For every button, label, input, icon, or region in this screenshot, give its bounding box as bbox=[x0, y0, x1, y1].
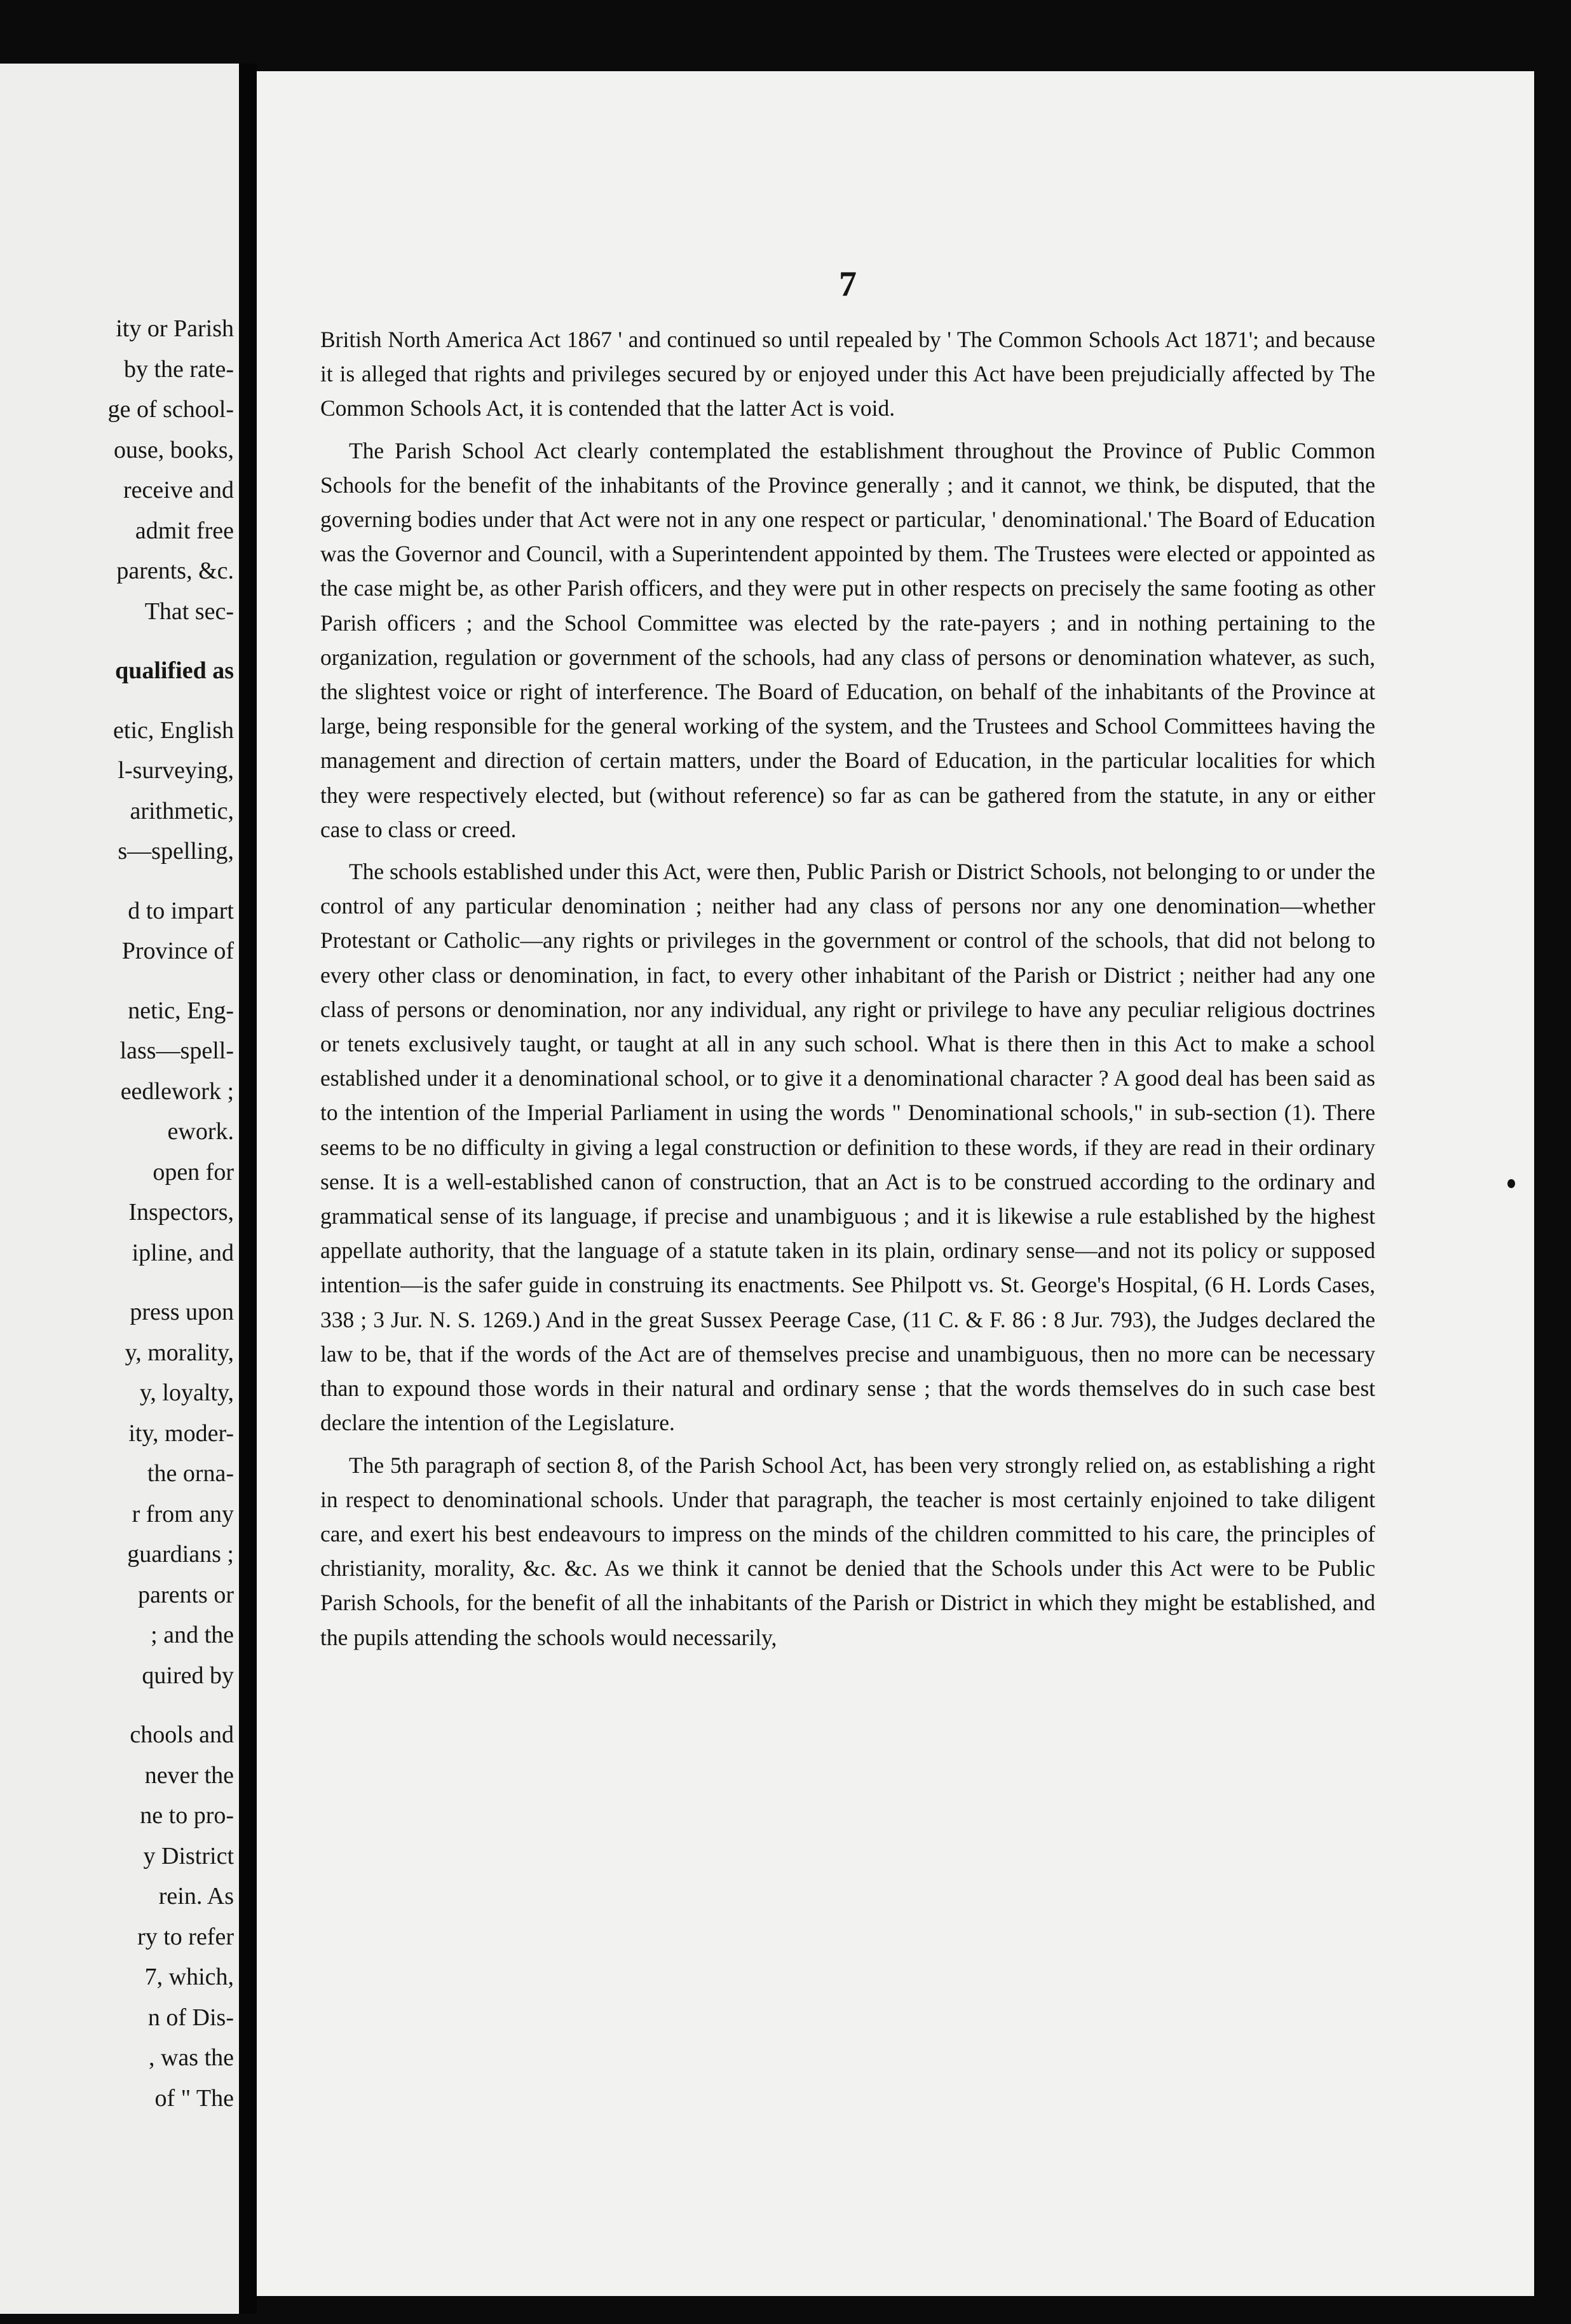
facing-page-line: quired by bbox=[142, 1662, 234, 1689]
facing-page-line: ry to refer bbox=[137, 1923, 234, 1950]
facing-page bbox=[0, 64, 239, 2314]
facing-page-line: netic, Eng- bbox=[128, 997, 234, 1024]
facing-page-line bbox=[0, 692, 234, 711]
facing-page-line: ipline, and bbox=[132, 1239, 234, 1266]
facing-page-line bbox=[0, 872, 234, 891]
page-gutter bbox=[239, 64, 257, 2314]
facing-page-line: arithmetic, bbox=[130, 797, 234, 824]
facing-page-line: ne to pro- bbox=[140, 1802, 234, 1829]
facing-page-line: d to impart bbox=[128, 897, 234, 924]
facing-page-line: lass—spell- bbox=[119, 1037, 234, 1064]
facing-page-line: ge of school- bbox=[107, 396, 234, 423]
facing-page-line: parents, &c. bbox=[116, 557, 234, 584]
facing-page-line: s—spelling, bbox=[118, 838, 234, 865]
facing-page-line: r from any bbox=[132, 1500, 234, 1528]
facing-page-line: y, morality, bbox=[125, 1339, 234, 1366]
facing-page-line: press upon bbox=[130, 1299, 234, 1325]
facing-page-line: the orna- bbox=[147, 1460, 234, 1487]
facing-page-line: 7, which, bbox=[144, 1964, 234, 1990]
facing-page-line: Province of bbox=[121, 938, 234, 964]
facing-page-line: parents or bbox=[138, 1581, 234, 1608]
facing-page-line: etic, English bbox=[113, 716, 234, 744]
facing-page-line: admit free bbox=[135, 517, 234, 544]
facing-page-line: ework. bbox=[167, 1118, 234, 1145]
page-body bbox=[320, 264, 1375, 1662]
facing-page-line bbox=[0, 1696, 234, 1715]
document-page bbox=[257, 71, 1534, 2296]
facing-page-line: n of Dis- bbox=[147, 2004, 234, 2031]
facing-page-line: y District bbox=[143, 1842, 234, 1869]
facing-page-line bbox=[0, 632, 234, 651]
facing-page-line: l-surveying, bbox=[118, 757, 234, 784]
facing-page-line: Inspectors, bbox=[128, 1199, 234, 1226]
facing-page-line bbox=[0, 972, 234, 991]
facing-page-line: open for bbox=[153, 1158, 234, 1186]
ink-speck bbox=[1507, 1179, 1515, 1188]
facing-page-line: That sec- bbox=[144, 598, 234, 625]
facing-page-line: rein. As bbox=[158, 1883, 234, 1910]
paragraph-1: British North America Act 1867 ' and continued so until repealed by ' The Common Schools Act 1871'; and because it is alleged that rights and privileges secured by or enjoyed under this Act have been prejudicially affected by The Common Schools Act, it is contended that the latter Act is void. bbox=[320, 327, 1375, 421]
facing-page-line: , was the bbox=[148, 2044, 234, 2071]
facing-page-line: ity or Parish bbox=[116, 315, 234, 342]
facing-page-line: y, loyalty, bbox=[139, 1379, 234, 1406]
facing-page-line: receive and bbox=[123, 477, 234, 503]
paragraph-2: The Parish School Act clearly contemplated the establishment throughout the Province of Public Common Schools for the benefit of the inhabitants of the Province generally ; and it cannot, we think, be disputed, that the governing bodies under that Act were not in any one respect or particular, ' denominational.' The Board of Education was the Governor and Council, with a Superintendent appointed by them. The Trustees were elected or appointed as the case might be, as other Parish officers, and they were put in other respects on precisely the same footing as other Parish officers ; and the School Committee was elected by the rate-payers ; and in nothing pertaining to the organization, regulation or government of the schools, had any class of persons or denomination whatever, as such, the slightest voice or right of interference. The Board of Education, on behalf of the inhabitants of the Province at large, being responsible for the general working of the system, and the Trustees and School Committees having the management and direction of certain matters, under the Board of Education, in the particular localities for which they were respectively elected, but (without reference) so far as can be gathered from the statute, in any or either case to class or creed. bbox=[320, 437, 1375, 842]
facing-page-line: eedlework ; bbox=[120, 1077, 234, 1105]
facing-page-line: chools and bbox=[130, 1721, 234, 1748]
facing-page-line: guardians ; bbox=[127, 1541, 234, 1568]
facing-page-line: ity, moder- bbox=[128, 1419, 234, 1447]
facing-page-text bbox=[0, 309, 234, 2119]
facing-page-line: never the bbox=[144, 1761, 234, 1789]
facing-page-line: qualified as bbox=[115, 657, 234, 684]
facing-page-line: of " The bbox=[154, 2084, 234, 2112]
facing-page-line bbox=[0, 1273, 234, 1292]
facing-page-line: by the rate- bbox=[123, 355, 234, 383]
paragraph-4: The 5th paragraph of section 8, of the Parish School Act, has been very strongly relied on, as establishing a right in respect to denominational schools. Under that paragraph, the teacher is most certainly enjoined to take diligent care, and exert his best endeavours to impress on the minds of the children committed to his care, the principles of christianity, morality, &c. &c. As we think it cannot be denied that the Schools under this Act were to be Public Parish Schools, for the benefit of all the inhabitants of the Parish or District in which they might be established, and the pupils attending the schools would necessarily, bbox=[320, 1452, 1375, 1650]
page-number: 7 bbox=[839, 264, 857, 304]
facing-page-line: ; and the bbox=[151, 1622, 234, 1648]
facing-page-line: ouse, books, bbox=[114, 436, 234, 463]
paragraph-3: The schools established under this Act, were then, Public Parish or District Schools, not belonging to or under the control of any particular denomination ; neither had any class of persons nor any one denomination—whether Protestant or Catholic—any rights or privileges in the government or control of the schools, that did not belong to every other class or denomination, in fact, to every other inhabitant of the Parish or District ; neither had any one class of persons or denomination, nor any individual, any right or privilege to have any peculiar religious doctrines or tenets exclusively taught, or taught at all in any such school. What is there then in this Act to make a school established under it a denominational school, or to give it a denominational character ? A good deal has been said as to the intention of the Imperial Parliament in using the words " Denominational schools," in sub-section (1). There seems to be no difficulty in giving a legal construction or definition to these words, if they are read in their ordinary sense. It is a well-established canon of construction, that an Act is to be construed according to the ordinary and grammatical sense of its language, if precise and unambiguous ; and it is likewise a rule established by the highest appellate authority, that the language of a statute taken in its plain, ordinary sense—and not its policy or supposed intention—is the safer guide in construing its enactments. See Philpott vs. St. George's Hospital, (6 H. Lords Cases, 338 ; 3 Jur. N. S. 1269.) And in the great Sussex Peerage Case, (11 C. & F. 86 : 8 Jur. 793), the Judges declared the law to be, that if the words of the Act are of themselves precise and unambiguous, then no more can be necessary than to expound those words in their natural and ordinary sense ; that the words themselves do in such case best declare the intention of the Legislature. bbox=[320, 859, 1375, 1436]
